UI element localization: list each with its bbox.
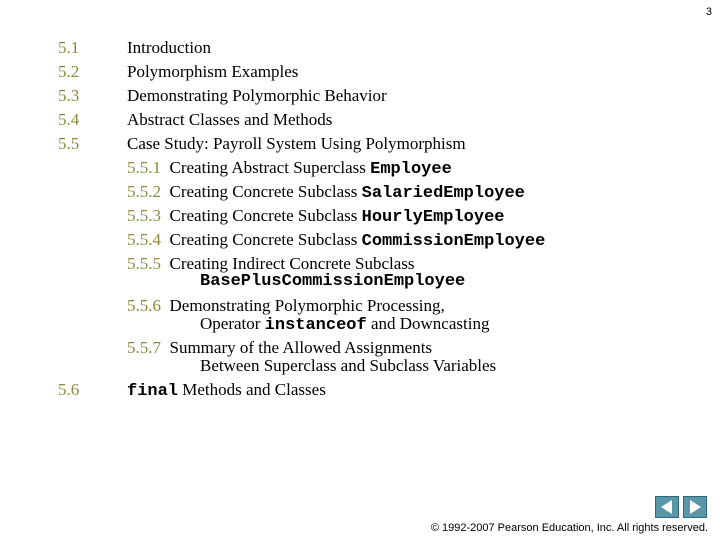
- section-title: [127, 380, 326, 402]
- subsection-title: Creating Indirect Concrete Subclass: [169, 254, 415, 273]
- code-term: SalariedEmployee: [361, 184, 525, 203]
- subsection-number: 5.5.5: [127, 254, 161, 273]
- subsection-title: Creating Concrete Subclass: [169, 182, 362, 201]
- section-title: Case Study: Payroll System Using Polymorphism: [127, 134, 466, 153]
- toc-subitem-5-5-1: [127, 158, 452, 180]
- toc-subitem-5-5-3: [127, 206, 504, 228]
- section-number: 5.6: [58, 380, 80, 399]
- code-term: CommissionEmployee: [361, 232, 546, 251]
- subsection-number: 5.5.1: [127, 158, 161, 177]
- section-number: 5.2: [58, 62, 80, 81]
- subsection-title-cont: and Downcasting: [366, 314, 490, 333]
- code-term: HourlyEmployee: [361, 208, 505, 227]
- next-slide-button[interactable]: [683, 496, 707, 518]
- subsection-number: 5.5.7: [127, 338, 161, 357]
- subsection-number: 5.5.4: [127, 230, 161, 249]
- toc-subitem-5-5-4: [127, 230, 545, 252]
- subsection-title-cont: Operator: [200, 314, 265, 333]
- section-number: 5.5: [58, 134, 80, 153]
- subsection-title-cont: Between Superclass and Subclass Variables: [200, 356, 497, 375]
- toc-subitem-5-5-5-line2: [200, 270, 465, 292]
- toc-subitem-5-5-6-line2: [200, 314, 489, 336]
- subsection-title: Creating Abstract Superclass: [169, 158, 371, 177]
- section-title: Demonstrating Polymorphic Behavior: [127, 86, 387, 105]
- code-term: BasePlusCommissionEmployee: [200, 272, 466, 291]
- left-arrow-icon: [656, 497, 678, 517]
- code-term: final: [127, 382, 179, 401]
- right-arrow-icon: [684, 497, 706, 517]
- section-title: Polymorphism Examples: [127, 62, 299, 81]
- subsection-title: Demonstrating Polymorphic Processing,: [169, 296, 445, 315]
- subsection-number: 5.5.2: [127, 182, 161, 201]
- subsection-title: Summary of the Allowed Assignments: [169, 338, 433, 357]
- code-term: Employee: [370, 160, 452, 179]
- toc-subitem-5-5-6: [127, 296, 445, 316]
- previous-slide-button[interactable]: [655, 496, 679, 518]
- section-number: 5.3: [58, 86, 80, 105]
- section-number: 5.1: [58, 38, 80, 57]
- section-title: Introduction: [127, 38, 212, 57]
- subsection-number: 5.5.3: [127, 206, 161, 225]
- section-title: Abstract Classes and Methods: [127, 110, 333, 129]
- code-term: instanceof: [264, 316, 367, 335]
- subsection-title: Creating Concrete Subclass: [169, 230, 362, 249]
- section-number: 5.4: [58, 110, 80, 129]
- toc-subitem-5-5-2: [127, 182, 525, 204]
- copyright-footer: © 1992-2007 Pearson Education, Inc. All rights reserved.: [430, 522, 708, 534]
- subsection-number: 5.5.6: [127, 296, 161, 315]
- section-title-text: Methods and Classes: [178, 380, 326, 399]
- toc-subitem-5-5-7: [127, 338, 432, 358]
- subsection-title: Creating Concrete Subclass: [169, 206, 362, 225]
- toc-subitem-5-5-7-line2: [200, 356, 496, 376]
- page-number: 3: [705, 6, 712, 18]
